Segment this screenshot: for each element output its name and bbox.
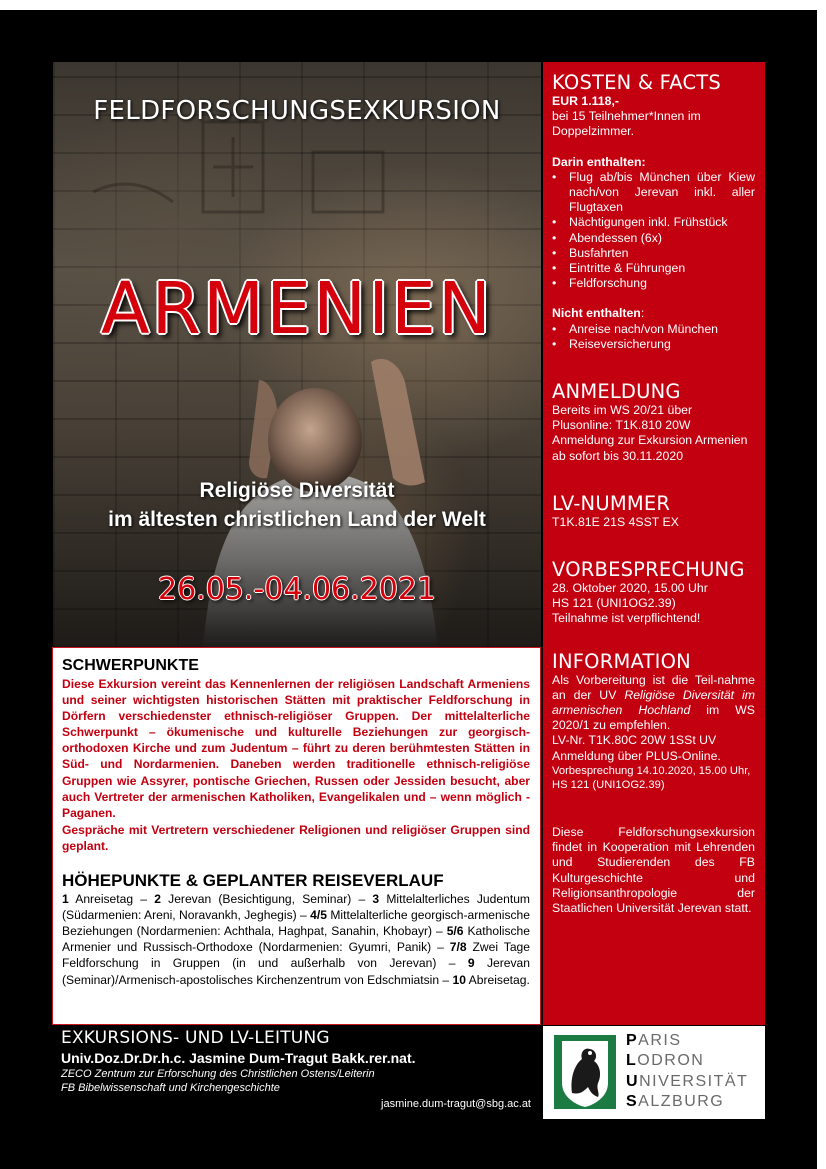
included-list xyxy=(552,170,755,292)
course-title: Religiöse Diversität im armenischen Hochland xyxy=(552,687,755,718)
lion-emblem-icon xyxy=(554,1035,616,1109)
day-2: 2 xyxy=(154,892,161,907)
day-1: 1 xyxy=(62,892,69,907)
facts-sidebar xyxy=(543,62,765,1025)
leader-email[interactable]: jasmine.dum-tragut@sbg.ac.at xyxy=(381,1098,531,1110)
highlights-heading: HÖHEPUNKTE & GEPLANTER REISEVERLAUF xyxy=(62,871,444,891)
logo-line-2: LODRON xyxy=(626,1052,705,1070)
list-item: • Busfahrten xyxy=(552,246,755,261)
focus-text: Diese Exkursion vereint das Kennenlernen der religiösen Landschaft Armeniens und seiner wichtigsten historischen Stätten mit praktischer Feldforschung in Dörfern verschiedenster ethnisch-religiöser Gruppen. Der mittelalterliche Schwerpunkt – ökumenische und kulturelle Beziehungen zur georgisch-orthodoxen Kirche und zum Judentum – führt zu deren berühmtesten Stätten in Süd- und Nordarmenien. Daneben werden traditionelle ethnisch-religiöse Gruppen wie Assyrer, pontische Griechen, Russen oder Jessiden besucht, aber auch Vertreter der armenischen Katholiken, Evangelikalen und – wenn möglich - Paganen. xyxy=(62,677,530,820)
leadership-block xyxy=(53,1026,541,1116)
day-4-5: 4/5 xyxy=(310,908,327,923)
top-margin xyxy=(0,0,826,10)
price: EUR 1.118,- xyxy=(552,94,619,108)
logo-line-3: UNIVERSITÄT xyxy=(626,1072,749,1090)
leader-affiliation-1: ZECO Zentrum zur Erforschung des Christlichen Ostens/Leiterin xyxy=(61,1068,375,1080)
subtitle-line-2: im ältesten christlichen Land der Welt xyxy=(108,508,486,531)
day-7-8: 7/8 xyxy=(449,940,467,955)
prebriefing-heading: VORBESPRECHUNG xyxy=(552,558,745,582)
prebriefing-date: 28. Oktober 2020, 15.00 Uhr xyxy=(552,581,708,596)
information-heading: INFORMATION xyxy=(552,649,691,673)
excluded-heading-line: Nicht enthalten: xyxy=(552,306,645,321)
information-prebriefing: Vorbesprechung 14.10.2020, 15.00 Uhr, HS 121 (UNI1OG2.39) xyxy=(552,764,751,791)
included-heading: Darin enthalten: xyxy=(552,154,646,169)
day-9: 9 xyxy=(467,956,475,971)
list-item: • Anreise nach/von München xyxy=(552,322,755,337)
list-item: • Feldforschung xyxy=(552,276,755,291)
excluded-list xyxy=(552,322,755,352)
hero-image xyxy=(53,62,541,648)
pretitle: FELDFORSCHUNGSEXKURSION xyxy=(93,96,501,126)
information-course: LV-Nr. T1K.80C 20W 1SSt UV Anmeldung über PLUS-Online. xyxy=(552,733,721,763)
list-item: • Eintritte & Führungen xyxy=(552,261,755,276)
registration-heading: ANMELDUNG xyxy=(552,380,681,404)
main-title: ARMENIEN xyxy=(100,267,494,350)
praying-man-photo xyxy=(53,62,541,648)
day-10: 10 xyxy=(452,972,466,987)
day-5-6: 5/6 xyxy=(446,924,464,939)
course-number-heading: LV-NUMMER xyxy=(552,491,671,515)
subtitle-line-1: Religiöse Diversität xyxy=(199,479,395,502)
focus-heading: SCHWERPUNKTE xyxy=(62,657,199,674)
travel-dates: 26.05.-04.06.2021 xyxy=(157,572,436,607)
leader-affiliation-2: FB Bibelwissenschaft und Kirchengeschichte xyxy=(61,1082,280,1094)
registration-text: Bereits im WS 20/21 über Plusonline: T1K.810 20W Anmeldung zur Exkursion Armenien ab sofort bis 30.11.2020 xyxy=(552,403,748,463)
day-3: 3 xyxy=(372,892,380,907)
information-text: Als Vorbereitung ist die Teil-nahme an der UV Religiöse Diversität im armenischen Hochland im WS 2020/1 zu empfehlen. xyxy=(552,672,755,733)
course-number: T1K.81E 21S 4SST EX xyxy=(552,514,679,529)
list-item: • Reiseversicherung xyxy=(552,337,755,352)
focus-text-conversations: Gespräche mit Vertretern verschiedener Religionen und religiöser Gruppen sind geplant. xyxy=(62,822,530,853)
list-item: • Nächtigungen inkl. Frühstück xyxy=(552,215,755,230)
subtitle xyxy=(53,476,541,534)
excluded-heading: Nicht enthalten xyxy=(552,306,641,321)
prebriefing-room: HS 121 (UNI1OG2.39) xyxy=(552,596,676,611)
university-name xyxy=(626,1031,748,1112)
university-logo xyxy=(543,1026,765,1119)
cooperation-text: Diese Feldforschungsexkursion findet in Kooperation mit Lehrenden und Studierenden des FB Kulturgeschichte und Religionsanthropologie der Staatlichen Universität Jerevan statt. xyxy=(552,824,755,915)
prebriefing-mandatory: Teilnahme ist verpflichtend! xyxy=(552,611,701,626)
list-item: • Flug ab/bis München über Kiew nach/von Jerevan inkl. aller Flugtaxen xyxy=(552,170,755,216)
logo-line-1: PARIS xyxy=(626,1032,682,1049)
program-box xyxy=(52,647,541,1025)
itinerary-text: 1 Anreisetag – 2 Jerevan (Besichtigung, Seminar) – 3 Mittelalterliches Judentum (Südarmenien: Areni, Noravankh, Jeghegis) – 4/5 Mittelalterliche georgisch-armenische Beziehungen (Nordarmenien: Achthala, Haghpat, Sanahin, Khobayr) – 5/6 Katholische Armenier und Russisch-Orthodoxe (Nordarmenien: Gyumri, Panik) – 7/8 Zwei Tage Feldforschung in Gruppen (in und außerhalb von Jerevan) – 9 Jerevan (Seminar)/Armenisch-apostolisches Kirchenzentrum von Edschmiatsin – 10 Abreisetag. xyxy=(62,892,531,987)
leader-name: Univ.Doz.Dr.Dr.h.c. Jasmine Dum-Tragut Bakk.rer.nat. xyxy=(61,1050,416,1066)
logo-line-4: SALZBURG xyxy=(626,1092,725,1110)
list-item: • Abendessen (6x) xyxy=(552,231,755,246)
costs-heading: KOSTEN & FACTS xyxy=(552,71,721,94)
leadership-heading: EXKURSIONS- UND LV-LEITUNG xyxy=(61,1028,330,1048)
price-note: bei 15 Teilnehmer*Innen im Doppelzimmer. xyxy=(552,109,701,139)
